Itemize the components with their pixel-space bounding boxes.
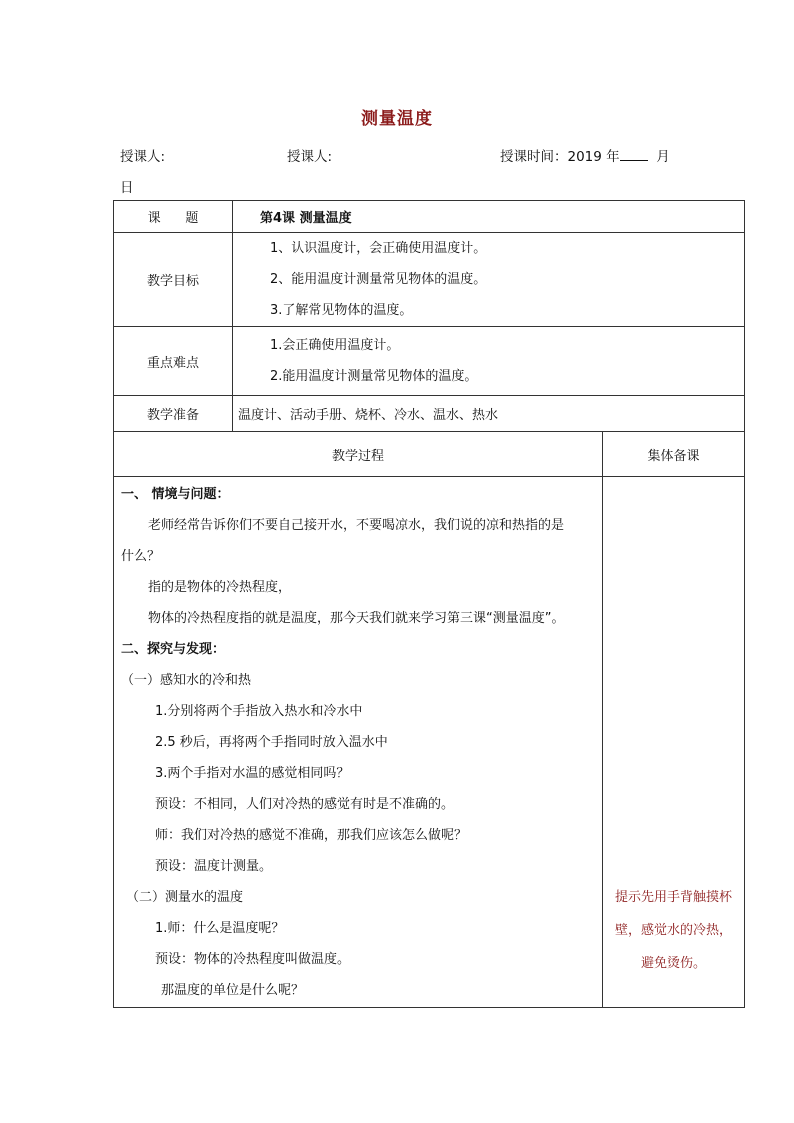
teacher-label-1: 授课人: bbox=[120, 149, 166, 165]
topic-value: 第4课 测量温度 bbox=[233, 201, 745, 233]
process-text: 老师经常告诉你们不要自己接开水，不要喝凉水，我们说的凉和热指的是 bbox=[148, 518, 565, 533]
process-text: 那温度的单位是什么呢？ bbox=[161, 983, 305, 998]
goal-item: 3.了解常见物体的温度。 bbox=[270, 303, 413, 318]
process-text: 预设：不相同，人们对冷热的感觉有时是不准确的。 bbox=[155, 797, 455, 812]
month-blank bbox=[620, 148, 648, 161]
day-label: 日 bbox=[120, 180, 134, 196]
goal-item: 1、认识温度计，会正确使用温度计。 bbox=[270, 241, 487, 256]
key-points-row bbox=[114, 327, 745, 396]
month-label: 月 bbox=[656, 149, 670, 165]
note-line: 提示先用手背触摸杯 bbox=[614, 890, 732, 905]
subsection-heading: （一）感知水的冷和热 bbox=[121, 673, 252, 688]
key-point-item: 2.能用温度计测量常见物体的温度。 bbox=[270, 369, 478, 384]
key-points-cell bbox=[233, 327, 745, 396]
goals-row bbox=[114, 233, 745, 327]
teacher-label-2: 授课人: bbox=[287, 149, 333, 165]
note-line: 壁，感觉水的冷热， bbox=[614, 923, 732, 938]
process-text: 物体的冷热程度指的就是温度，那今天我们就来学习第三课“测量温度”。 bbox=[148, 611, 565, 626]
prep-value: 温度计、活动手册、烧杯、冷水、温水、热水 bbox=[233, 396, 745, 432]
process-step: 1.师：什么是温度呢？ bbox=[155, 921, 285, 936]
subsection-heading: （二）测量水的温度 bbox=[126, 890, 244, 905]
goal-item: 2、能用温度计测量常见物体的温度。 bbox=[270, 272, 487, 287]
process-step: 2.5 秒后，再将两个手指同时放入温水中 bbox=[155, 735, 388, 750]
lesson-time-prefix: 授课时间：2019 年 bbox=[500, 149, 620, 165]
page-title: 测量温度 bbox=[361, 109, 433, 129]
note-line: 避免烫伤。 bbox=[640, 956, 706, 971]
topic-row bbox=[114, 201, 745, 233]
process-text: 指的是物体的冷热程度， bbox=[148, 580, 292, 595]
section-heading: 二、探究与发现： bbox=[121, 642, 226, 657]
process-text: 预设：物体的冷热程度叫做温度。 bbox=[155, 952, 351, 967]
topic-label: 课 题 bbox=[114, 201, 233, 233]
process-text: 什么？ bbox=[121, 549, 161, 564]
prep-row bbox=[114, 396, 745, 432]
process-text: 师：我们对冷热的感觉不准确，那我们应该怎么做呢？ bbox=[155, 828, 468, 843]
key-point-item: 1.会正确使用温度计。 bbox=[270, 338, 400, 353]
goals-label: 教学目标 bbox=[114, 233, 233, 327]
lesson-time bbox=[500, 145, 670, 165]
process-row bbox=[114, 477, 745, 1008]
lesson-plan-table bbox=[113, 200, 745, 1008]
process-cell bbox=[114, 477, 603, 1008]
process-header-row bbox=[114, 432, 745, 477]
process-step: 1.分别将两个手指放入热水和冷水中 bbox=[155, 704, 363, 719]
collective-notes-cell bbox=[603, 477, 745, 1008]
process-header: 教学过程 bbox=[114, 432, 603, 477]
key-points-label: 重点难点 bbox=[114, 327, 233, 396]
goals-cell bbox=[233, 233, 745, 327]
process-step: 3.两个手指对水温的感觉相同吗？ bbox=[155, 766, 350, 781]
process-text: 预设：温度计测量。 bbox=[155, 859, 273, 874]
section-heading: 一、 情境与问题： bbox=[121, 487, 230, 502]
prep-label: 教学准备 bbox=[114, 396, 233, 432]
collective-header: 集体备课 bbox=[603, 432, 745, 477]
